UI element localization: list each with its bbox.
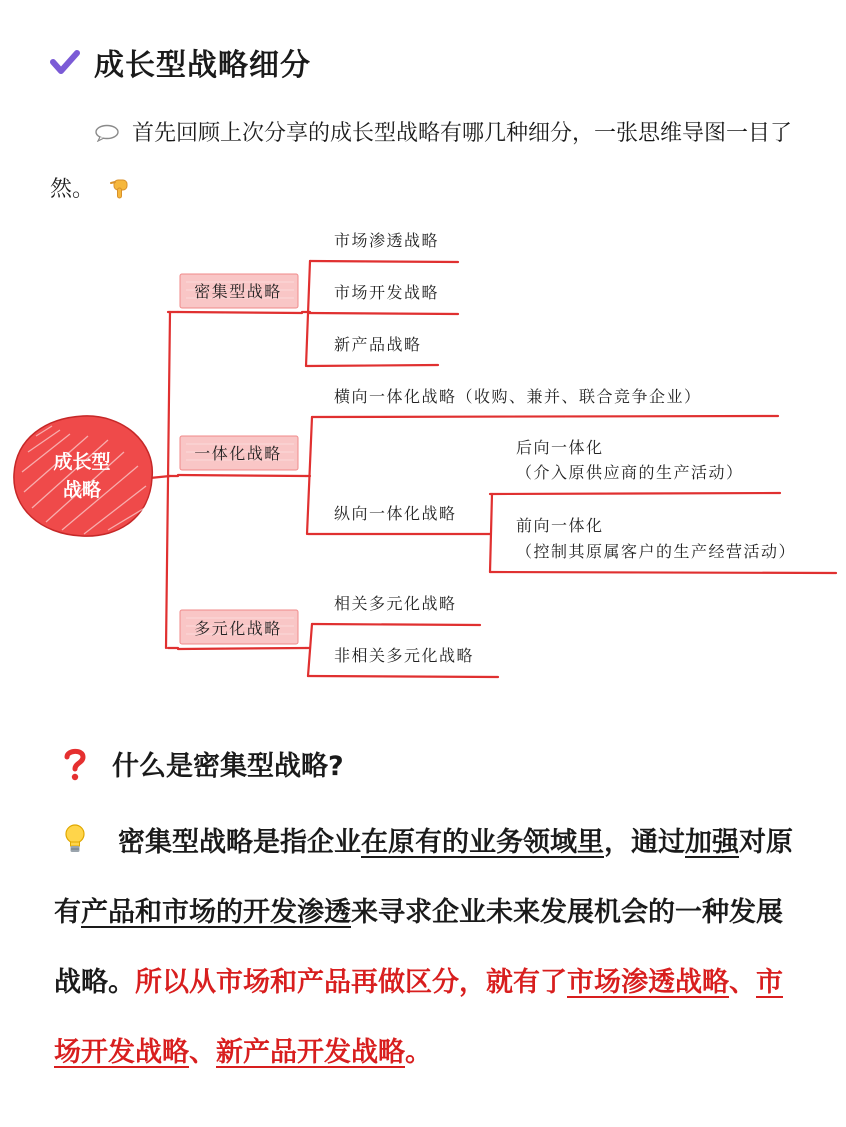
node-forward-detail: （控制其原属客户的生产经营活动） — [516, 542, 797, 561]
question-line — [62, 744, 344, 783]
child-1-1-underline — [310, 261, 458, 262]
speech-bubble-icon — [94, 124, 120, 142]
branch-2-label: 一体化战略 — [194, 444, 282, 463]
node-backward-detail: （介入原供应商的生产活动） — [516, 463, 744, 482]
node-related-diversification: 相关多元化战略 — [334, 594, 457, 613]
child-1-3-underline — [307, 365, 438, 366]
question-text: 什么是密集型战略? — [112, 751, 344, 782]
node-vertical-integration: 纵向一体化战略 — [334, 504, 457, 523]
answer-underline-1: 在原有的业务领域里 — [361, 827, 604, 858]
branch-1-underline — [178, 312, 302, 313]
root-label-line2: 战略 — [62, 479, 102, 501]
child-2-1-underline — [312, 416, 778, 417]
node-horizontal-integration: 横向一体化战略（收购、兼并、联合竞争企业） — [334, 387, 702, 406]
node-market-penetration: 市场渗透战略 — [334, 231, 440, 250]
answer-red-part-4: 。 — [405, 1037, 432, 1068]
intro-text: 首先回顾上次分享的成长型战略有哪几种细分，一张思维导图一目了然。 — [50, 121, 793, 202]
child-3-2-underline — [308, 676, 498, 677]
lightbulb-icon — [62, 823, 88, 855]
answer-part-1: 密集型战略是指企业 — [118, 827, 361, 858]
branch-3-underline — [178, 648, 306, 649]
root-label-line1: 成长型 — [53, 451, 111, 473]
node-forward-title: 前向一体化 — [516, 516, 604, 535]
question-mark-icon — [62, 747, 88, 781]
section-heading — [50, 40, 311, 84]
node-market-development: 市场开发战略 — [334, 283, 440, 302]
answer-underline-3: 产品和市场的开发渗透 — [81, 897, 351, 928]
pointing-down-hand-icon — [108, 176, 132, 200]
vertical-sub-connector — [490, 494, 492, 572]
intro-paragraph — [50, 106, 810, 218]
answer-part-4: 来寻求企业未来发展机会的一种发展战略。 — [54, 897, 783, 998]
root-node — [14, 416, 152, 536]
sub-2-underline — [490, 572, 836, 573]
answer-part-3: 对原有 — [54, 827, 793, 928]
node-backward-title: 后向一体化 — [516, 438, 604, 457]
answer-red-underline-1: 市场渗透战略 — [567, 967, 729, 998]
branch-3-label: 多元化战略 — [194, 619, 282, 638]
answer-red-part-2: 、 — [729, 967, 756, 998]
answer-underline-2: 加强 — [685, 827, 739, 858]
connector-trunk — [166, 312, 170, 648]
answer-red-part-1: 所以从市场和产品再做区分，就有了 — [135, 967, 567, 998]
answer-red-underline-3: 新产品开发战略 — [216, 1037, 405, 1068]
answer-red-part-3: 、 — [189, 1037, 216, 1068]
branch-2-underline — [178, 475, 306, 476]
answer-red-underline-2: 市场开发战略 — [54, 967, 783, 1068]
answer-paragraph — [54, 808, 794, 1088]
answer-part-2: ，通过 — [604, 827, 685, 858]
sub-1-underline — [490, 493, 780, 494]
child-3-1-underline — [312, 624, 480, 625]
branch-3-connector — [308, 624, 312, 676]
branch-1-label: 密集型战略 — [194, 282, 282, 301]
node-new-product: 新产品战略 — [334, 335, 422, 354]
mind-map — [0, 216, 846, 696]
check-icon — [50, 47, 80, 77]
child-1-2-underline — [308, 313, 458, 314]
node-unrelated-diversification: 非相关多元化战略 — [334, 646, 475, 665]
page-title: 成长型战略细分 — [94, 48, 311, 83]
